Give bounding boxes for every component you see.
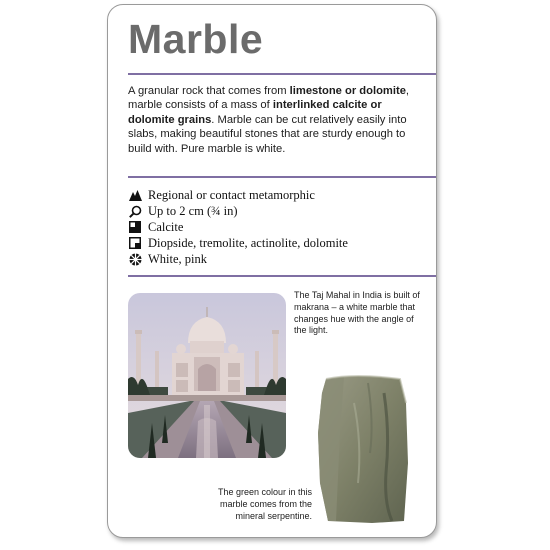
- description-divider: [128, 176, 436, 178]
- property-text: White, pink: [148, 251, 208, 266]
- properties-divider: [128, 275, 436, 277]
- description-run: . Marble can be cut relatively easily into slabs, making beautiful stones that are sturdy enough to build with. Pure marble is white.: [128, 113, 407, 155]
- description-emphasis: interlinked calcite or dolomite grains: [128, 99, 382, 126]
- title-divider: [128, 73, 436, 75]
- color-wheel-icon: [128, 252, 142, 266]
- property-text: Calcite: [148, 219, 184, 234]
- property-text: Regional or contact metamorphic: [148, 187, 315, 202]
- property-text: Diopside, tremolite, actinolite, dolomite: [148, 235, 348, 250]
- property-formation: [128, 187, 428, 203]
- marble-specimen-image: [314, 373, 410, 525]
- square-quarter-icon: [128, 220, 142, 234]
- taj-mahal-photo: [128, 293, 286, 458]
- mountain-icon: [128, 188, 142, 202]
- specimen-caption: The green colour in this marble comes from the mineral serpentine.: [217, 487, 312, 521]
- property-text: Up to 2 cm (¾ in): [148, 203, 238, 218]
- square-corner-icon: [128, 236, 142, 250]
- card-title: Marble: [128, 16, 264, 62]
- properties-list: [128, 187, 428, 267]
- description-emphasis: limestone or dolomite: [289, 85, 406, 97]
- description-run: A granular rock that comes from: [128, 85, 290, 97]
- property-color: [128, 251, 428, 267]
- photo-caption: The Taj Mahal in India is built of makrana – a white marble that changes hue with the angle of the light.: [294, 290, 420, 336]
- property-major-mineral: [128, 219, 428, 235]
- property-minor-minerals: [128, 235, 428, 251]
- magnifier-icon: [128, 204, 142, 218]
- description-run: , marble consists of a mass of: [128, 85, 410, 112]
- description-text: [128, 84, 428, 156]
- rock-fact-card: [107, 4, 437, 538]
- property-grain-size: [128, 203, 428, 219]
